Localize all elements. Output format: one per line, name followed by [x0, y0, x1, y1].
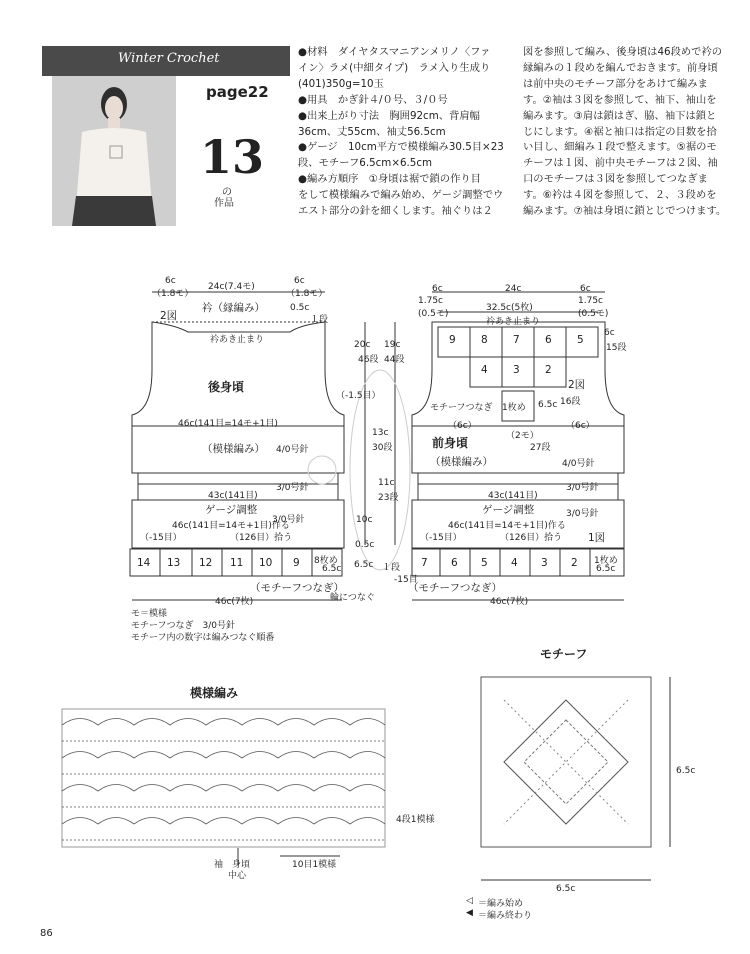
back-motif-9: 9: [293, 557, 300, 569]
front-dim-24: 24c: [505, 284, 522, 294]
front-fig2: 2図: [568, 379, 586, 391]
front-motif-h: 6.5c: [596, 564, 616, 574]
front-motif-4: 4: [511, 557, 518, 569]
instruction-line: す。②袖は３図を参照して、袖下、袖山を: [523, 93, 717, 106]
front-needle-3b: 3/0号針: [566, 509, 599, 519]
center-dim-65: 6.5c: [354, 560, 374, 570]
back-motif-8: 8枚め: [314, 556, 338, 566]
front-dim-15dan: 15段: [606, 343, 627, 353]
instruction-line: す。⑥衿は４図を参照して、２、３段めを: [523, 189, 717, 202]
back-dim-24: 24c(7.4モ): [208, 282, 255, 292]
front-grid-7: 7: [513, 334, 520, 346]
back-motif-h: 6.5c: [322, 564, 342, 574]
back-dim-6c-left: 6c: [165, 276, 176, 286]
back-pattern: （模様編み）: [202, 443, 265, 455]
front-needle-4: 4/0号針: [562, 459, 595, 469]
pattern-sleeve-label: 袖 身頃: [214, 860, 251, 870]
back-dim-18-left: （1.8モ）: [152, 289, 194, 299]
front-grid-9: 9: [449, 334, 456, 346]
page-reference: page22: [206, 83, 269, 101]
motif-legend-start-icon: ◁: [466, 896, 473, 906]
back-width-43: 43c(141目): [208, 491, 258, 501]
back-dim-18-right: （1.8モ）: [286, 289, 328, 299]
instruction-line: 段、モチーフ6.5cm×6.5cm: [298, 157, 433, 170]
front-total-46: 46c(7枚): [490, 597, 529, 607]
instruction-line: 図を参照して編み、後身頃は46段めで衿の: [523, 46, 723, 58]
instruction-line: は前中央のモチーフ部分をあけて編みま: [523, 77, 708, 90]
back-side-15: （-1.5目）: [336, 391, 381, 401]
instruction-line: イン〉ラメ(中細タイプ) ラメ入り生成り: [298, 61, 491, 74]
motif-height: 6.5c: [676, 766, 696, 776]
front-pattern: （模様編み）: [430, 456, 493, 468]
instruction-line: 縁編みの１段めを編んでおきます。前身頃: [523, 61, 718, 74]
center-dim-20: 20c: [354, 340, 371, 350]
motif-chart-title: モチーフ: [540, 647, 588, 661]
front-dim-175-right: 1.75c: [578, 296, 603, 306]
center-dim-19: 19c: [384, 340, 401, 350]
work-suffix-no: の: [222, 187, 232, 198]
center-dim-05: 0.5c: [355, 540, 375, 550]
front-dim-6c-left: 6c: [432, 284, 443, 294]
motif-legend-end-icon: ◀: [466, 908, 473, 918]
front-dim-6c-right: 6c: [580, 284, 591, 294]
motif-width: 6.5c: [556, 884, 576, 894]
front-grid-4: 4: [481, 364, 488, 376]
motif-legend-start: ＝編み始め: [478, 899, 524, 909]
instruction-line: 36cm、丈55cm、袖丈56.5cm: [298, 125, 446, 138]
front-motif-6: 6: [451, 557, 458, 569]
front-grid-2: 2: [545, 364, 552, 376]
front-needle-3: 3/0号針: [566, 483, 599, 493]
back-dec-15: （-15目）: [140, 533, 182, 543]
instruction-line: 編みます。⑦袖は身頃に鎖とじでつけます。: [523, 205, 727, 218]
center-dim-11: 11c: [378, 478, 395, 488]
instruction-line: ●編み方順序 ①身頃は裾で鎖の作り目: [298, 173, 481, 186]
front-neck-open: 衿あき止まり: [486, 317, 541, 327]
front-dim-6c-front: 6c: [604, 328, 615, 338]
work-suffix-sakuhin: 作品: [214, 198, 234, 209]
center-dim-23dan: 23段: [378, 493, 399, 503]
banner-title: Winter Crochet: [118, 51, 220, 66]
center-join: 輪につなぐ: [330, 593, 375, 603]
front-pick-126: （126目）拾う: [500, 533, 563, 543]
back-motif-join: （モチーフつなぎ）: [250, 582, 344, 594]
back-dim-6c-right: 6c: [294, 276, 305, 286]
back-fig2: 2図: [160, 310, 178, 322]
instruction-line: エスト部分の針を細くします。袖ぐりは２: [298, 205, 493, 218]
instruction-line: チーフは１図、前中央モチーフは２図、袖: [523, 157, 718, 170]
center-dim-1dan: １段: [382, 563, 401, 573]
front-width-43: 43c(141目): [488, 491, 538, 501]
pattern-center-label: 中心: [228, 871, 247, 881]
front-gauge-adj: ゲージ調整: [482, 504, 535, 516]
center-dim-46dan: 46段: [358, 355, 379, 365]
front-grid-8: 8: [481, 334, 488, 346]
legend-line-2: モチーフつなぎ 3/0号針: [131, 621, 236, 631]
front-dim-65-16: 6.5c: [538, 400, 558, 410]
back-make-46: 46c(141目=14モ+1目)作る: [172, 521, 290, 531]
instruction-line: ●材料 ダイヤタスマニアンメリノ〈ファ: [298, 46, 491, 58]
back-dim-1dan: １段: [310, 315, 329, 325]
back-collar-label: 衿（縁編み）: [202, 302, 265, 314]
back-width-46: 46c(141目=14モ+1目): [178, 419, 278, 429]
front-motif-7: 7: [421, 557, 428, 569]
front-dim-27dan: 27段: [530, 443, 551, 453]
front-motif-1: 1枚め: [594, 556, 618, 566]
center-minus: -15目: [394, 575, 418, 585]
center-dim-30dan: 30段: [372, 443, 393, 453]
instruction-line: ●用具 かぎ針４/０号、３/０号: [298, 93, 448, 106]
instruction-line: 編みます。③肩は鎖はぎ、脇、袖下は鎖と: [523, 109, 717, 122]
instruction-line: ●ゲージ 10cm平方で模様編み30.5目×23: [298, 141, 504, 154]
pattern-chart-title: 模様編み: [190, 686, 239, 700]
front-dim-175-left: 1.75c: [418, 296, 443, 306]
work-number: 13: [200, 130, 265, 184]
back-motif-14: 14: [137, 557, 151, 569]
legend-line-3: モチーフ内の数字は編みつなぐ順番: [131, 633, 275, 643]
front-dec-15: （-15目）: [420, 533, 462, 543]
back-dim-05: 0.5c: [290, 303, 310, 313]
back-motif-13: 13: [167, 557, 181, 569]
back-needle-3: 3/0号針: [276, 483, 309, 493]
back-gauge-adj: ゲージ調整: [205, 504, 258, 516]
back-motif-11: 11: [230, 557, 244, 569]
instruction-line: い目し、細編み１段で整えます。⑤裾のモ: [523, 141, 717, 154]
front-dim-6-a: （6c）: [448, 421, 477, 431]
front-motif-join-top: モチーフつなぎ: [430, 403, 493, 413]
front-dim-6-b: （6c）: [566, 421, 595, 431]
front-motif-5: 5: [481, 557, 488, 569]
instruction-line: (401)350g=10玉: [298, 77, 384, 90]
instruction-line: 口のモチーフは３図を参照してつなぎま: [523, 173, 708, 186]
front-fig1: 1図: [588, 532, 606, 544]
back-motif-10: 10: [259, 557, 273, 569]
center-dim-13: 13c: [372, 428, 389, 438]
motif-legend-end: ＝編み終わり: [478, 911, 533, 921]
back-pick-126: （126目）拾う: [230, 533, 293, 543]
front-grid-5: 5: [577, 334, 584, 346]
front-grid-6: 6: [545, 334, 552, 346]
page-number: 86: [40, 928, 53, 939]
legend-line-1: モ＝模様: [131, 609, 168, 619]
instruction-line: をして模様編みで編み始め、ゲージ調整でウ: [298, 189, 504, 202]
pattern-rep-10: 10目1模様: [292, 860, 337, 870]
instruction-line: じにします。④裾と袖口は指定の目数を拾: [523, 125, 717, 138]
front-grid-3: 3: [513, 364, 520, 376]
front-body-title: 前身頃: [432, 436, 469, 450]
center-dim-10: 10c: [356, 515, 373, 525]
front-dim-05m-right: (0.5モ): [578, 309, 609, 319]
center-dim-44dan: 44段: [384, 355, 405, 365]
pattern-rep-4: 4段1模様: [396, 815, 435, 825]
front-motif-join: （モチーフつなぎ）: [408, 582, 502, 594]
front-dim-2mo: （2モ）: [506, 431, 539, 441]
front-dim-05m-left: (0.5モ): [418, 309, 449, 319]
instruction-line: ●出来上がり寸法 胸囲92cm、背肩幅: [298, 109, 480, 122]
front-grid-1: 1枚め: [502, 403, 526, 413]
back-body-title: 後身頃: [208, 380, 245, 394]
front-make-46: 46c(141目=14モ+1目)作る: [448, 521, 566, 531]
back-motif-12: 12: [199, 557, 213, 569]
front-motif-2: 2: [571, 557, 578, 569]
back-needle-3b: 3/0号針: [272, 515, 305, 525]
back-neck-open: 衿あき止まり: [210, 335, 265, 345]
front-motif-3: 3: [541, 557, 548, 569]
back-total-46: 46c(7枚): [215, 597, 254, 607]
front-dim-16dan: 16段: [560, 397, 581, 407]
front-dim-325: 32.5c(5枚): [486, 303, 533, 313]
back-needle-4: 4/0号針: [276, 445, 309, 455]
